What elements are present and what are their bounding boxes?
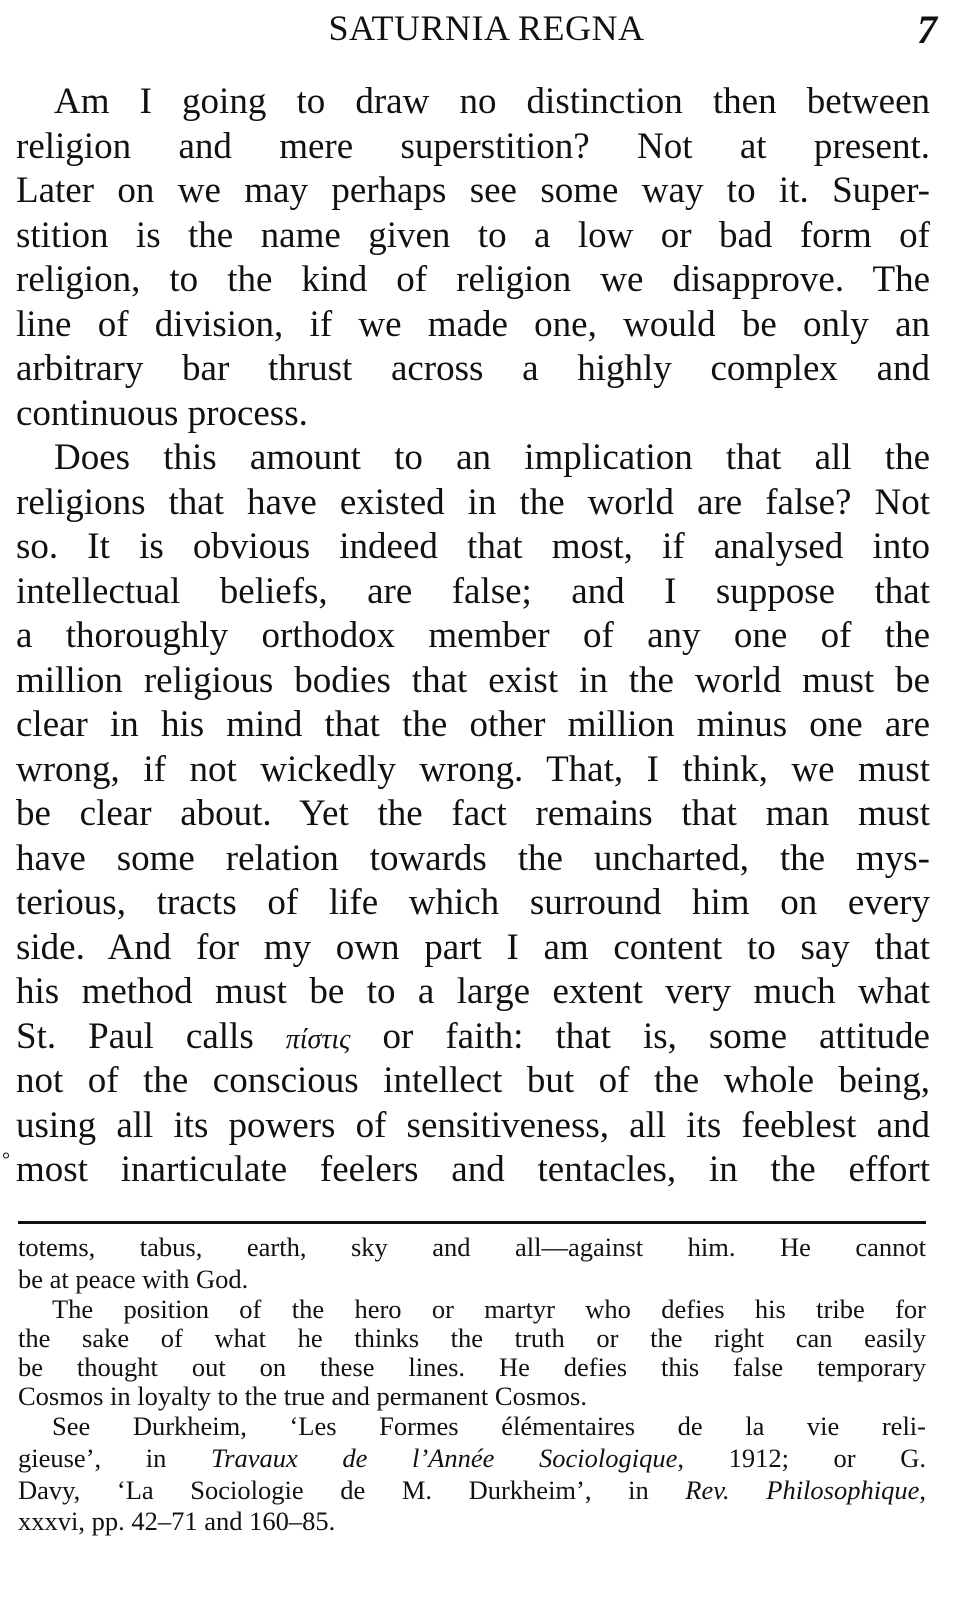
text-line: Later on we may perhaps see some way to it. Super-	[16, 170, 930, 211]
text-line: side. And for my own part I am content to say that	[16, 926, 930, 968]
text-line-faith	[16, 1015, 930, 1060]
margin-mark: °	[2, 1149, 10, 1171]
journal-title: Travaux de l’Année Sociologique	[210, 1443, 678, 1474]
text-line: religion and mere superstition? Not at present.	[16, 125, 930, 167]
text-line: so. It is obvious indeed that most, if analysed into	[16, 526, 930, 567]
citation-text: Davy, ‘La Sociologie de M. Durkheim’, in	[18, 1474, 686, 1505]
text-line: arbitrary bar thrust across a highly complex and	[16, 348, 930, 389]
footnote-line: Cosmos in loyalty to the true and permanent Cosmos.	[18, 1381, 587, 1412]
footnote-rule	[18, 1221, 926, 1224]
page-number: 7	[917, 7, 937, 52]
running-title: SATURNIA REGNA	[328, 8, 645, 48]
text-line: Does this amount to an implication that all the	[54, 437, 930, 478]
citation-text: gieuse’, in	[18, 1443, 211, 1474]
text-line: line of division, if we made one, would be only an	[16, 303, 930, 345]
text-line: be clear about. Yet the fact remains that man must	[16, 793, 930, 834]
footnote-line: The position of the hero or martyr who defies his tribe for	[52, 1294, 926, 1325]
greek-word-pistis: πίστις	[285, 1023, 351, 1055]
text-line: stition is the name given to a low or bad form of	[16, 214, 930, 256]
text-line: terious, tracts of life which surround him on every	[16, 882, 930, 923]
faith-text-before: St. Paul calls	[16, 1015, 286, 1057]
text-line: his method must be to a large extent very much what	[16, 971, 930, 1012]
footnote-line: the sake of what he thinks the truth or the right can easily	[18, 1323, 926, 1354]
text-line: most inarticulate feelers and tentacles, in the effort	[16, 1149, 930, 1190]
text-line: using all its powers of sensitiveness, all its feeblest and	[16, 1104, 930, 1146]
footnote-line: xxxvi, pp. 42–71 and 160–85.	[18, 1506, 336, 1537]
footnote-line: be at peace with God.	[18, 1263, 249, 1294]
text-line: not of the conscious intellect but of the whole being,	[16, 1060, 930, 1101]
footnote-line: See Durkheim, ‘Les Formes élémentaires de la vie reli-	[52, 1411, 926, 1442]
body-text	[16, 80, 930, 1193]
text-line: million religious bodies that exist in the world must be	[16, 659, 930, 701]
faith-text-after: or faith: that is, some attitude	[350, 1015, 930, 1057]
citation-text: , 1912; or G.	[677, 1443, 926, 1474]
text-line: a thoroughly orthodox member of any one of the	[16, 615, 930, 656]
text-line: clear in his mind that the other million minus one are	[16, 704, 930, 745]
journal-title: Rev. Philosophique	[685, 1474, 920, 1505]
footnote-line: totems, tabus, earth, sky and all—against him. He cannot	[18, 1232, 926, 1262]
text-line: religions that have existed in the world are false? Not	[16, 481, 930, 523]
footnote-line: be thought out on these lines. He defies this false temporary	[18, 1352, 926, 1383]
citation-text: ,	[919, 1474, 926, 1505]
text-line: continuous process.	[16, 392, 308, 434]
text-line: have some relation towards the uncharted, the mys-	[16, 837, 930, 879]
text-line: Am I going to draw no distinction then between	[54, 81, 930, 122]
text-line: intellectual beliefs, are false; and I suppose that	[16, 570, 930, 612]
text-line: religion, to the kind of religion we disapprove. The	[16, 259, 930, 300]
footnotes	[18, 1232, 926, 1538]
text-line: wrong, if not wickedly wrong. That, I think, we must	[16, 748, 930, 790]
footnote-citation-line	[18, 1475, 926, 1507]
footnote-citation-line	[18, 1443, 926, 1475]
